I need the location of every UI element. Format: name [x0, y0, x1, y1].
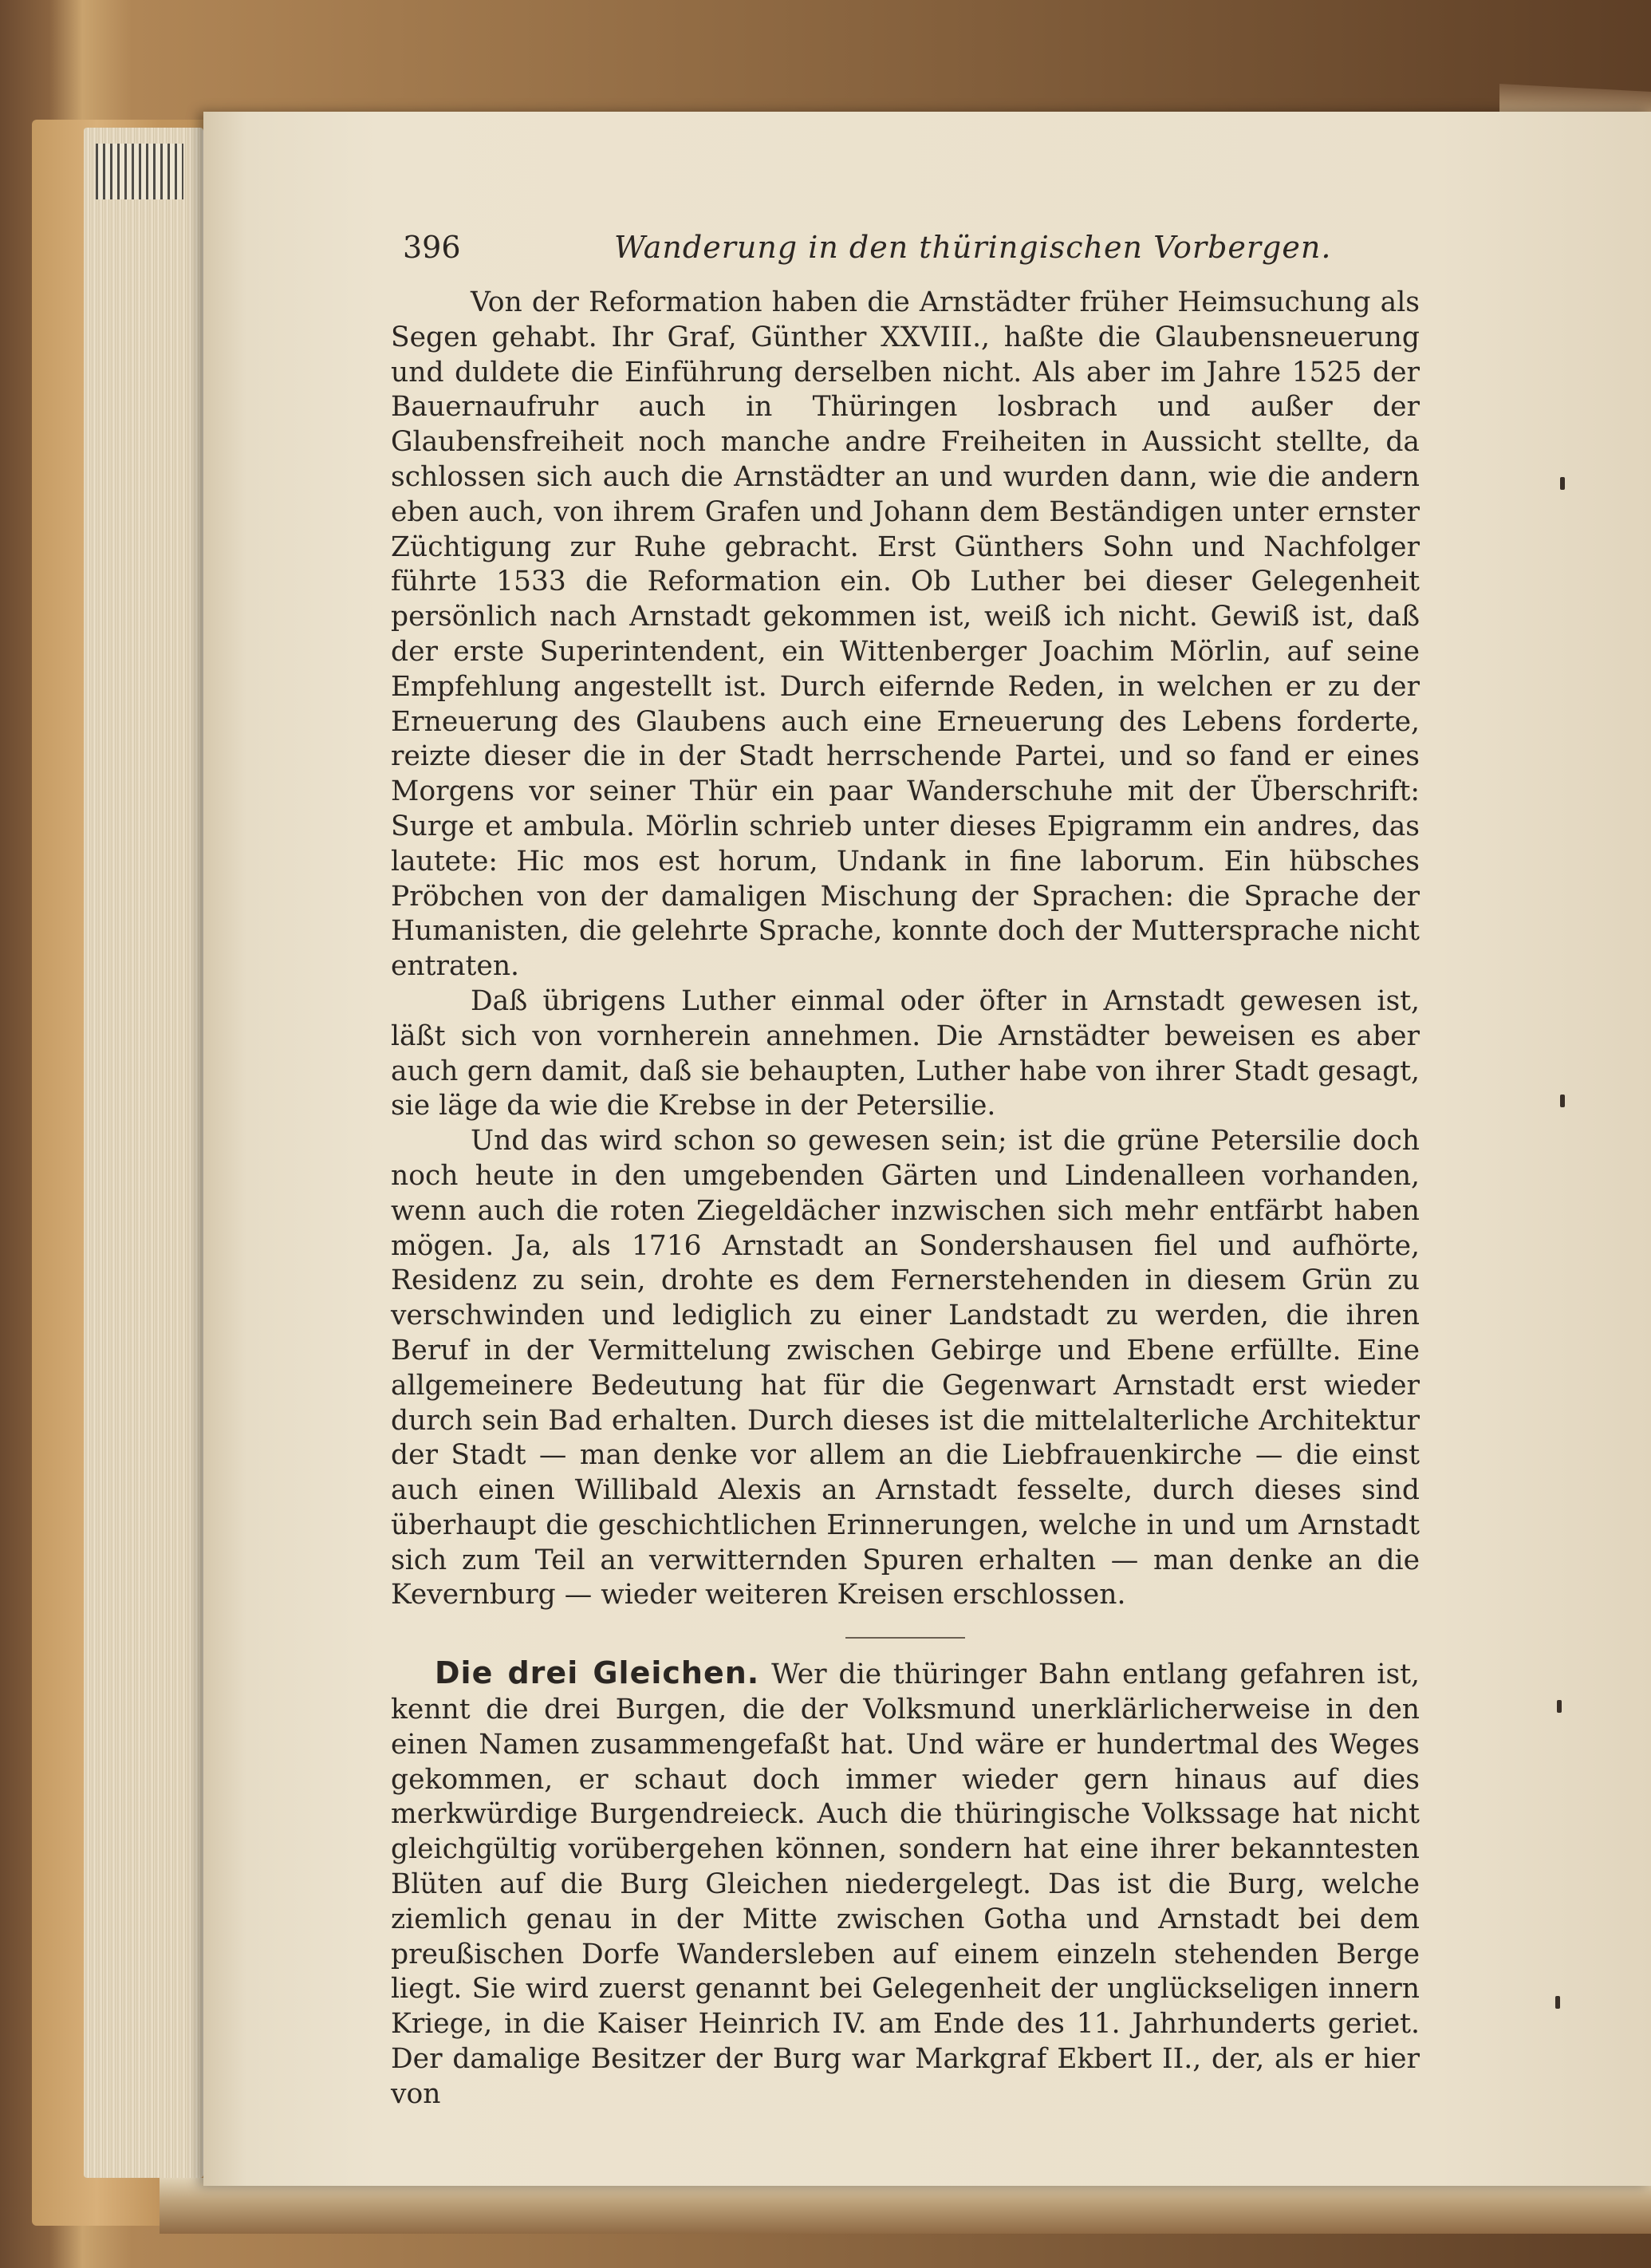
- page-text-block: [391, 223, 1420, 2112]
- margin-mark: [1557, 1700, 1562, 1713]
- section-separator-rule: [845, 1637, 965, 1639]
- paragraph-luther-visit: Daß übrigens Luther einmal oder öfter in Arnstadt gewesen ist, läßt sich von vornherein annehmen. Die Arnstädter beweisen es aber auch gern damit, daß sie behaupten, Luther habe von ihrer Stadt gesagt, sie läge da wie die Krebse in der Petersilie.: [391, 984, 1420, 1122]
- section-body-text: Wer die thüringer Bahn entlang gefahren ist, kennt die drei Burgen, die der Volksmund unerklärlicherweise in den einen Namen zusammengefaßt hat. Und wäre er hundertmal des Weges gekommen, er schaut doch immer wieder gern hinaus auf dies merkwürdige Burgendreieck. Auch die thüringische Volkssage hat nicht gleichgültig vorübergehen können, sondern hat eine ihrer bekanntesten Blüten auf die Burg Gleichen niedergelegt. Das ist die Burg, welche ziemlich genau in der Mitte zwischen Gotha und Arnstadt bei dem preußischen Dorfe Wandersleben auf einem einzeln stehenden Berge liegt. Sie wird zuerst genannt bei Gelegenheit der unglückseligen innern Kriege, in die Kaiser Heinrich IV. am Ende des 11. Jahrhunderts geriet. Der damalige Besitzer der Burg war Markgraf Ekbert II., der, als er hier von: [391, 1659, 1420, 2110]
- body-text: [391, 286, 1420, 2112]
- margin-mark: [1560, 1095, 1565, 1107]
- section-heading: Die drei Gleichen.: [435, 1655, 760, 1691]
- margin-mark: [1555, 1996, 1560, 2009]
- paragraph-reformation: Von der Reformation haben die Arnstädter früher Heimsuchung als Segen gehabt. Ihr Graf, Günther XXVIII., haßte die Glaubensneuerung und duldete die Einführung derselben nicht. Als aber im Jahre 1525 der Bauernaufruhr auch in Thüringen losbrach und außer der Glaubensfreiheit noch manche andre Freiheiten in Aussicht stellte, da schlossen sich auch die Arnstädter an und wurden dann, wie die andern eben auch, von ihrem Grafen und Johann dem Beständigen unter ernster Züchtigung zur Ruhe gebracht. Erst Günthers Sohn und Nachfolger führte 1533 die Reformation ein. Ob Luther bei dieser Gelegenheit persönlich nach Arnstadt gekommen ist, weiß ich nicht. Gewiß ist, daß der erste Superintendent, ein Wittenberger Joachim Mörlin, auf seine Empfehlung angestellt ist. Durch eifernde Reden, in welchen er zu der Erneuerung des Glaubens auch eine Erneuerung des Lebens forderte, reizte dieser die in der Stadt herrschende Partei, und so fand er eines Morgens vor seiner Thür ein paar Wanderschuhe mit der Überschrift: Surge et ambula. Mörlin schrieb unter dieses Epigramm ein andres, das lautete: Hic mos est horum, Undank in fine laborum. Ein hübsches Pröbchen von der damaligen Mischung der Sprachen: die Sprache der Humanisten, die gelehrte Sprache, konnte doch der Muttersprache nicht entraten.: [391, 286, 1420, 983]
- page-stack-edge: [84, 128, 203, 2178]
- running-title: Wanderung in den thüringischen Vorbergen.: [614, 230, 1332, 265]
- page-header: [391, 223, 1420, 271]
- page-number: 396: [403, 230, 461, 265]
- section-paragraph: [391, 1656, 1420, 2112]
- paragraph-petersilie: Und das wird schon so gewesen sein; ist die grüne Petersilie doch noch heute in den umgebenden Gärten und Lindenalleen vorhanden, wenn auch die roten Ziegeldächer inzwischen sich mehr entfärbt haben mögen. Ja, als 1716 Arnstadt an Sondershausen fiel und aufhörte, Residenz zu sein, drohte es dem Fernerstehenden in diesem Grün zu verschwinden und lediglich zu einer Landstadt zu werden, die ihren Beruf in der Vermittelung zwischen Gebirge und Ebene erfüllte. Eine allgemeinere Bedeutung hat für die Gegenwart Arnstadt erst wieder durch sein Bad erhalten. Durch dieses ist die mittelalterliche Architektur der Stadt — man denke vor allem an die Liebfrauenkirche — die einst auch einen Willibald Alexis an Arnstadt fesselte, durch dieses sind überhaupt die geschichtlichen Erinnerungen, welche in und um Arnstadt sich zum Teil an verwitternden Spuren erhalten — man denke an die Kevernburg — wieder weiteren Kreisen erschlossen.: [391, 1125, 1420, 1611]
- book-bottom-edge: [160, 2178, 1651, 2234]
- spine-label-icon: [96, 144, 183, 199]
- margin-mark: [1560, 477, 1565, 490]
